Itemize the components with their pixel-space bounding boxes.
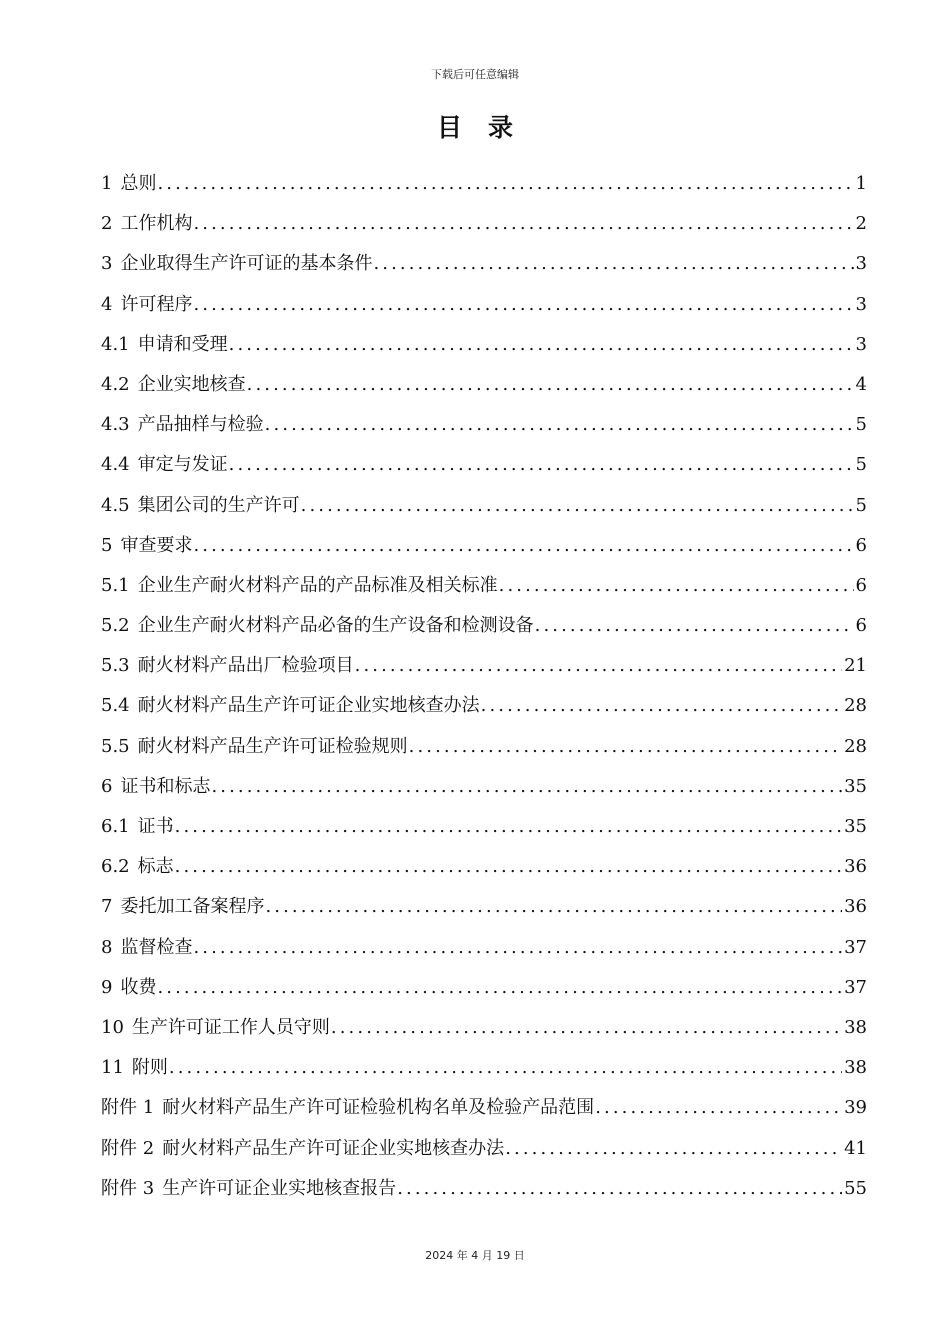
toc-entry[interactable] — [101, 371, 867, 411]
toc-entry-number: 附件 2 — [101, 1137, 155, 1159]
toc-dot-leader — [264, 411, 854, 439]
toc-entry-title: 耐火材料产品生产许可证检验机构名单及检验产品范围 — [162, 1097, 595, 1119]
toc-entry-number: 附件 3 — [101, 1177, 155, 1199]
toc-entry-page: 38 — [844, 1016, 867, 1038]
toc-entry-page: 36 — [844, 896, 867, 918]
toc-entry-title: 附则 — [131, 1057, 168, 1079]
toc-entry-number: 9 — [101, 976, 113, 998]
toc-dot-leader — [480, 692, 842, 720]
toc-entry-title: 企业生产耐火材料产品必备的生产设备和检测设备 — [137, 615, 534, 637]
toc-entry-number: 5.2 — [101, 615, 130, 637]
toc-entry-title: 耐火材料产品生产许可证企业实地核查办法 — [162, 1137, 505, 1159]
toc-entry-title: 生产许可证企业实地核查报告 — [162, 1177, 397, 1199]
toc-entry-number: 5 — [101, 534, 113, 556]
toc-entry-title: 收费 — [120, 976, 157, 998]
toc-entry-page: 4 — [855, 373, 867, 395]
toc-entry[interactable] — [101, 411, 867, 451]
toc-entry-title: 证书 — [137, 816, 174, 837]
toc-entry-title: 耐火材料产品出厂检验项目 — [137, 655, 354, 677]
footer-date: 2024 年 4 月 19 日 — [425, 1249, 525, 1262]
toc-entry[interactable] — [101, 1175, 867, 1215]
toc-entry[interactable] — [101, 733, 867, 773]
toc-entry-page: 6 — [855, 534, 867, 556]
toc-entry-page: 35 — [844, 816, 867, 837]
toc-entry-title: 监督检查 — [120, 936, 193, 958]
toc-dot-leader — [330, 1014, 842, 1042]
toc-entry-title: 标志 — [137, 856, 174, 878]
toc-dot-leader — [228, 331, 854, 359]
toc-dot-leader — [372, 250, 853, 278]
toc-entry-number: 5.5 — [101, 735, 130, 757]
toc-dot-leader — [228, 451, 854, 479]
toc-entry[interactable] — [101, 974, 867, 1014]
toc-dot-leader — [408, 733, 842, 761]
toc-entry[interactable] — [101, 572, 867, 612]
toc-dot-leader — [504, 1135, 842, 1163]
toc-dot-leader — [168, 1054, 842, 1082]
toc-entry-page: 55 — [844, 1177, 867, 1199]
toc-dot-leader — [396, 1175, 842, 1203]
header-note: 下载后可任意编辑 — [431, 68, 519, 81]
table-of-contents — [101, 170, 867, 1215]
toc-entry-number: 5.3 — [101, 655, 130, 677]
toc-entry-page: 6 — [855, 574, 867, 596]
toc-entry-page: 39 — [844, 1097, 867, 1119]
toc-entry[interactable] — [101, 612, 867, 652]
toc-entry-number: 4.3 — [101, 414, 130, 436]
toc-entry[interactable] — [101, 893, 867, 933]
toc-entry-number: 附件 1 — [101, 1097, 155, 1119]
toc-entry-number: 4 — [101, 293, 113, 315]
toc-entry-number: 4.4 — [101, 454, 130, 476]
toc-entry[interactable] — [101, 331, 867, 371]
toc-entry-page: 41 — [844, 1137, 867, 1159]
toc-entry-page: 36 — [844, 856, 867, 878]
toc-entry-number: 4.1 — [101, 333, 130, 355]
toc-entry-page: 21 — [844, 655, 867, 677]
toc-dot-leader — [210, 773, 842, 801]
toc-entry-number: 4.2 — [101, 373, 130, 395]
toc-entry-number: 5.1 — [101, 574, 130, 596]
toc-dot-leader — [192, 291, 853, 319]
toc-entry-page: 3 — [855, 333, 867, 355]
toc-entry-number: 3 — [101, 253, 113, 275]
toc-entry[interactable] — [101, 692, 867, 732]
toc-entry-title: 生产许可证工作人员守则 — [131, 1016, 330, 1038]
toc-entry-title: 集团公司的生产许可 — [137, 494, 300, 516]
toc-dot-leader — [192, 532, 853, 560]
toc-entry[interactable] — [101, 773, 867, 813]
toc-entry-title: 许可程序 — [120, 293, 193, 315]
toc-entry-page: 28 — [844, 695, 867, 717]
toc-entry-page: 5 — [855, 454, 867, 476]
toc-entry[interactable] — [101, 1094, 867, 1134]
toc-entry-title: 总则 — [120, 173, 157, 194]
toc-entry[interactable] — [101, 532, 867, 572]
toc-entry-title: 产品抽样与检验 — [137, 414, 264, 436]
toc-entry-page: 5 — [855, 414, 867, 436]
toc-entry-page: 35 — [844, 775, 867, 797]
toc-entry-title: 申请和受理 — [137, 333, 228, 355]
toc-dot-leader — [354, 652, 842, 680]
toc-entry-page: 38 — [844, 1057, 867, 1079]
toc-entry[interactable] — [101, 813, 867, 853]
toc-entry-number: 4.5 — [101, 494, 130, 516]
toc-entry-page: 3 — [855, 253, 867, 275]
toc-dot-leader — [534, 612, 854, 640]
toc-entry[interactable] — [101, 1014, 867, 1054]
toc-entry-number: 6.1 — [101, 816, 130, 837]
toc-entry[interactable] — [101, 250, 867, 290]
toc-dot-leader — [594, 1094, 842, 1122]
toc-entry-title: 企业取得生产许可证的基本条件 — [120, 253, 373, 275]
toc-entry[interactable] — [101, 210, 867, 250]
toc-entry-number: 8 — [101, 936, 113, 958]
toc-entry-title: 企业生产耐火材料产品的产品标准及相关标准 — [137, 574, 498, 596]
toc-entry-page: 2 — [855, 213, 867, 235]
toc-entry[interactable] — [101, 652, 867, 692]
toc-dot-leader — [300, 492, 854, 520]
toc-entry-title: 耐火材料产品生产许可证企业实地核查办法 — [137, 695, 480, 717]
toc-entry[interactable] — [101, 853, 867, 893]
toc-title: 目录 — [436, 113, 539, 142]
toc-entry-number: 10 — [101, 1016, 124, 1038]
toc-entry-title: 审定与发证 — [137, 454, 228, 476]
toc-entry[interactable] — [101, 291, 867, 331]
toc-entry-number: 6 — [101, 775, 113, 797]
toc-entry-page: 37 — [844, 936, 867, 958]
toc-entry-number: 7 — [101, 896, 113, 918]
toc-entry-number: 1 — [101, 173, 113, 194]
toc-dot-leader — [264, 893, 842, 921]
toc-dot-leader — [174, 853, 842, 881]
toc-entry[interactable] — [101, 1054, 867, 1094]
toc-dot-leader — [192, 934, 842, 962]
toc-entry-page: 5 — [855, 494, 867, 516]
toc-entry-title: 工作机构 — [120, 213, 193, 235]
toc-entry-title: 审查要求 — [120, 534, 193, 556]
toc-entry-number: 5.4 — [101, 695, 130, 717]
toc-entry-page: 1 — [855, 173, 867, 194]
toc-entry-page: 28 — [844, 735, 867, 757]
toc-entry-number: 2 — [101, 213, 113, 235]
toc-entry-number: 6.2 — [101, 856, 130, 878]
toc-entry[interactable] — [101, 170, 867, 210]
toc-entry[interactable] — [101, 492, 867, 532]
toc-dot-leader — [498, 572, 854, 600]
toc-dot-leader — [246, 371, 854, 399]
toc-entry-title: 企业实地核查 — [137, 373, 246, 395]
toc-entry-title: 耐火材料产品生产许可证检验规则 — [137, 735, 408, 757]
toc-dot-leader — [156, 170, 853, 198]
toc-entry-number: 11 — [101, 1057, 124, 1079]
toc-dot-leader — [156, 974, 842, 1002]
toc-dot-leader — [174, 813, 842, 841]
toc-entry-title: 委托加工备案程序 — [120, 896, 265, 918]
toc-entry-page: 3 — [855, 293, 867, 315]
toc-entry-title: 证书和标志 — [120, 775, 211, 797]
toc-entry-page: 37 — [844, 976, 867, 998]
toc-entry[interactable] — [101, 934, 867, 974]
toc-entry[interactable] — [101, 451, 867, 491]
toc-entry-page: 6 — [855, 615, 867, 637]
toc-entry[interactable] — [101, 1135, 867, 1175]
toc-dot-leader — [192, 210, 853, 238]
